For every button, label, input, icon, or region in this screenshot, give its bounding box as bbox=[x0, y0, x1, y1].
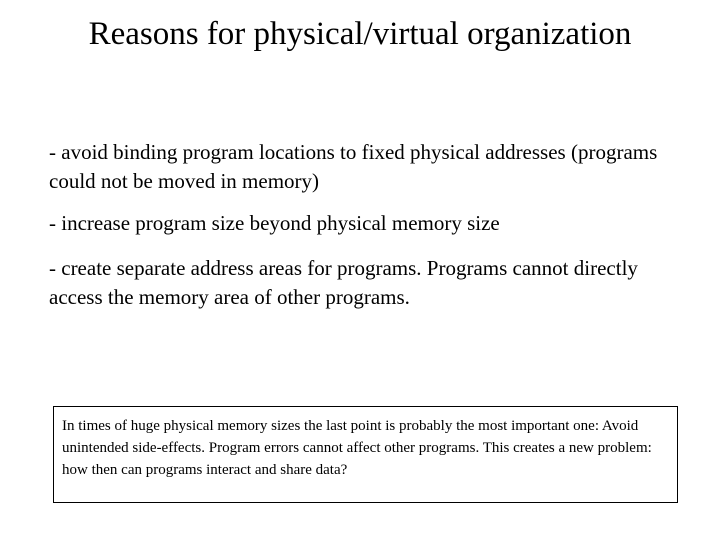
bullet-fixed-addresses: - avoid binding program locations to fixed physical addresses (programs could not be moved in memory) bbox=[49, 140, 658, 193]
note-box bbox=[53, 406, 678, 503]
bullet-separate-address-areas: - create separate address areas for programs. Programs cannot directly access the memory area of other programs. bbox=[49, 256, 638, 309]
bullet-program-size: - increase program size beyond physical memory size bbox=[49, 211, 500, 235]
note-text: In times of huge physical memory sizes the last point is probably the most important one: Avoid unintended side-effects. Program errors cannot affect other programs. This creates a new problem: how then can programs interact and share data? bbox=[62, 418, 652, 478]
slide-title: Reasons for physical/virtual organization bbox=[88, 16, 632, 52]
